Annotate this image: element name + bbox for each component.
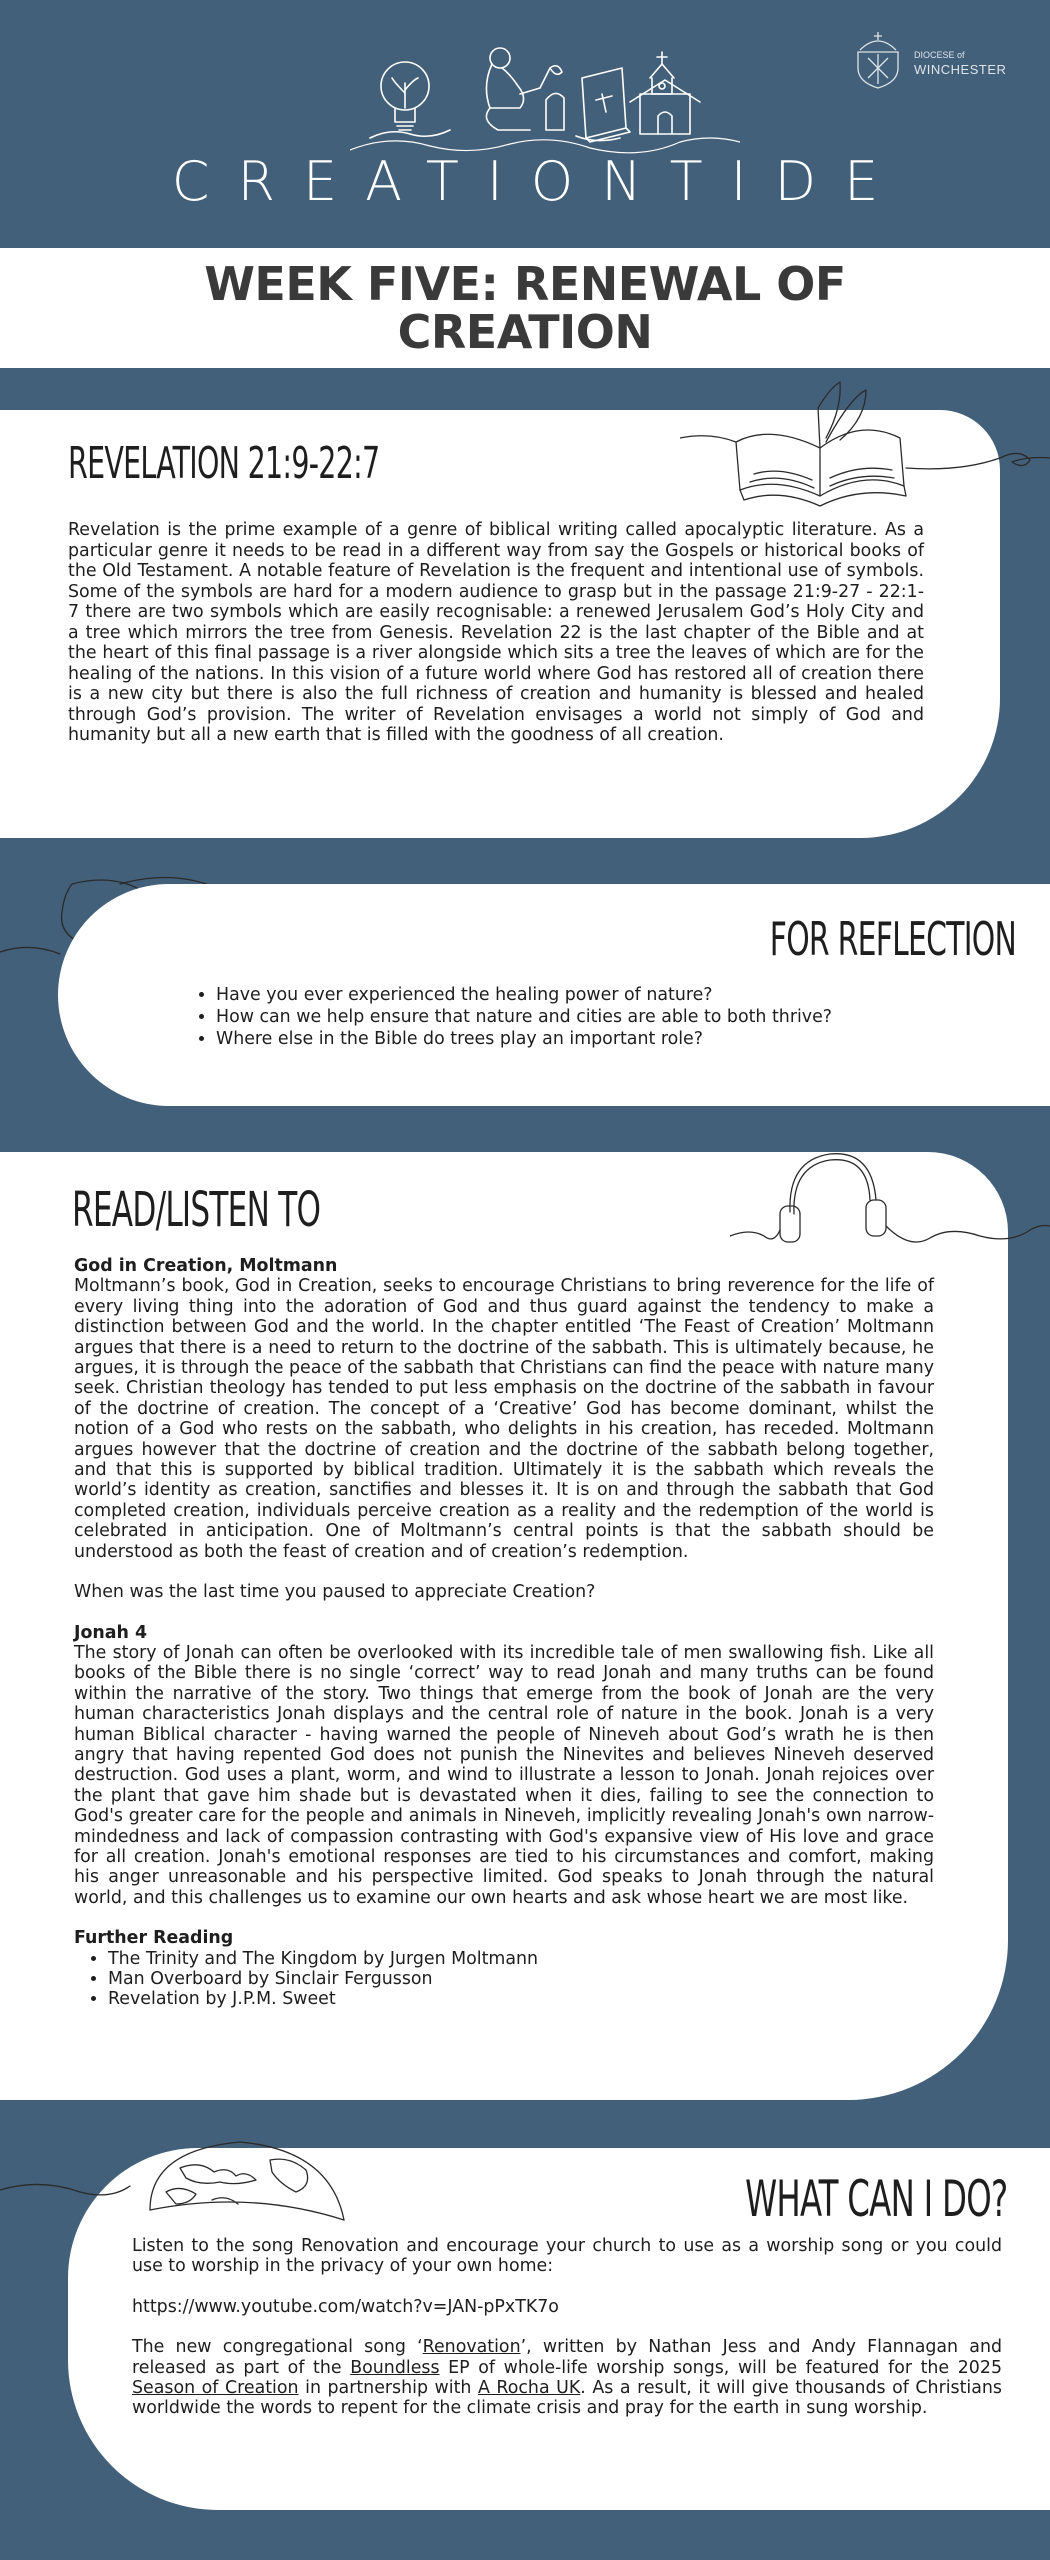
open-book-icon	[680, 378, 1050, 528]
reflection-card	[58, 884, 1050, 1106]
diocese-label-small: DIOCESE of	[914, 50, 965, 60]
list-item: • How can we help ensure that nature and cities are able to both thrive?	[216, 1006, 958, 1028]
list-item: • Have you ever experienced the healing power of nature?	[216, 984, 958, 1006]
diocese-logo	[850, 28, 1010, 98]
song-intro: Listen to the song Renovation and encourage your church to use as a worship song or you could use to worship in the privacy of your own home:	[132, 2236, 1002, 2277]
what-can-i-do-content	[132, 2236, 1002, 2419]
list-item: • Revelation by J.P.M. Sweet	[108, 1989, 934, 2009]
renovation-link[interactable]: Renovation	[422, 2337, 521, 2358]
week-title-band	[0, 248, 1050, 368]
kneeling-woman-icon	[486, 48, 564, 130]
jonah-body: The story of Jonah can often be overlooked with its incredible tale of men swallowing fish. Like all books of the Bible there is no single ‘correct’ way to read Jonah and many truths can be found within the narrative of the story. Two things that emerge from the book of Jonah are the very human characteristics Jonah displays and the central role of nature in the book. Jonah is a very human Biblical character - having warned the people of Nineveh about God’s wrath he is then angry that having repented God does not punish the Ninevites and believes Nineveh deserved destruction. God uses a plant, worm, and wind to illustrate a lesson to Jonah. Jonah rejoices over the plant that gave him shade but is devastated when it dies, failing to see the connection to God's greater care for the people and animals in Nineveh, implicitly revealing Jonah's own narrow-mindedness and lack of compassion contrasting with God's expansive view of His love and grace for all creation. Jonah's emotional responses are tied to his circumstances and comfort, making his anger unreasonable and his perspective limited. God speaks to Jonah through the natural world, and this challenges us to examine our own hearts and ask whose heart we are most like.	[74, 1642, 934, 1908]
read-listen-card	[0, 1152, 1008, 2100]
list-item: • Where else in the Bible do trees play an important role?	[216, 1028, 958, 1050]
list-item: • Man Overboard by Sinclair Fergusson	[108, 1969, 934, 1989]
a-rocha-link[interactable]: A Rocha UK	[477, 2378, 581, 2399]
song-description: The new congregational song ‘Renovation’, written by Nathan Jess and Andy Flannagan and released as part of the Boundless EP of whole-life worship songs, will be featured for the 2025 Season of Creation in partnership with A Rocha UK. As a result, it will give thousands of Christians worldwide the words to repent for the climate crisis and pray for the earth in sung worship.	[132, 2337, 1003, 2419]
reflection-question: When was the last time you paused to appreciate Creation?	[74, 1582, 596, 1603]
church-icon	[630, 52, 700, 134]
week-title-line2: CREATION	[397, 305, 653, 359]
reflection-list	[158, 984, 958, 1050]
header	[0, 0, 1050, 248]
week-title	[0, 257, 1050, 359]
reflection-title: FOR REFLECTION	[769, 912, 1016, 966]
boundless-link[interactable]: Boundless	[350, 2357, 440, 2378]
revelation-card	[0, 410, 1000, 838]
season-of-creation-link[interactable]: Season of Creation	[132, 2378, 299, 2399]
further-reading-list	[108, 1949, 934, 2010]
diocese-crest-icon	[850, 28, 906, 92]
lightbulb-plant-icon	[370, 62, 450, 138]
read-listen-title: READ/LISTEN TO	[72, 1182, 321, 1238]
list-item: • The Trinity and The Kingdom by Jurgen Moltmann	[108, 1949, 934, 1969]
jonah-heading: Jonah 4	[74, 1622, 148, 1643]
moltmann-body: Moltmann’s book, God in Creation, seeks to encourage Christians to bring reverence for the life of every living thing into the adoration of God and thus guard against the tendency to make a distinction between God and the world. In the chapter entitled ‘The Feast of Creation’ Moltmann argues that there is a need to return to the doctrine of the sabbath. This is ultimately because, he argues, it is through the peace of the sabbath that Christians can find the peace with nature many seek. Christian theology has tended to put less emphasis on the doctrine of the sabbath in favour of the doctrine of creation. The concept of a ‘Creative’ God has become dominant, whilst the notion of a God who rests on the sabbath, who delights in his creation, has receded. Moltmann argues however that the doctrine of creation and the doctrine of the sabbath belong together, and that this is supported by biblical tradition. Ultimately it is the sabbath which reveals the world’s identity as creation, sanctifies and blesses it. It is on and through the sabbath that God completed creation, individuals perceive creation as a reality and the redemption of the world is celebrated in anticipation. One of Moltmann’s central points is that the sabbath should be understood as both the feast of creation and of creation’s redemption.	[74, 1276, 934, 1562]
further-reading-heading: Further Reading	[74, 1928, 234, 1949]
what-can-i-do-title: WHAT CAN I DO?	[745, 2170, 1008, 2228]
song-url[interactable]: https://www.youtube.com/watch?v=JAN-pPxTK7o	[132, 2296, 559, 2317]
revelation-title: REVELATION 21:9-22:7	[68, 438, 380, 489]
headphones-icon	[730, 1140, 1050, 1260]
read-listen-content	[74, 1256, 934, 2010]
page-banner-title: CREATIONTIDE	[171, 150, 907, 213]
revelation-body: Revelation is the prime example of a genre of biblical writing called apocalyptic literature. As a particular genre it needs to be read in a different way from say the Gospels or historical books of the Old Testament. A notable feature of Revelation is the frequent and intentional use of symbols. Some of the symbols are hard for a modern audience to grasp but in the passage 21:9-27 - 22:1-7 there are two symbols which are easily recognisable: a renewed Jerusalem God’s Holy City and a tree which mirrors the tree from Genesis. Revelation 22 is the last chapter of the Bible and at the heart of this final passage is a river alongside which sits a tree the leaves of which are for the healing of the nations. In this vision of a future world where God has restored all of creation there is a new city but there is also the full richness of creation and humanity is blessed and healed through God’s provision. The writer of Revelation envisages a world not simply of God and humanity but all a new earth that is filled with the goodness of all creation.	[68, 520, 924, 745]
week-title-line1: WEEK FIVE: RENEWAL OF	[204, 257, 846, 311]
globe-icon	[0, 2120, 360, 2230]
diocese-label-name: WINCHESTER	[914, 62, 1007, 77]
bible-icon	[576, 68, 630, 142]
header-line-art	[350, 38, 740, 168]
moltmann-heading: God in Creation, Moltmann	[74, 1256, 338, 1276]
